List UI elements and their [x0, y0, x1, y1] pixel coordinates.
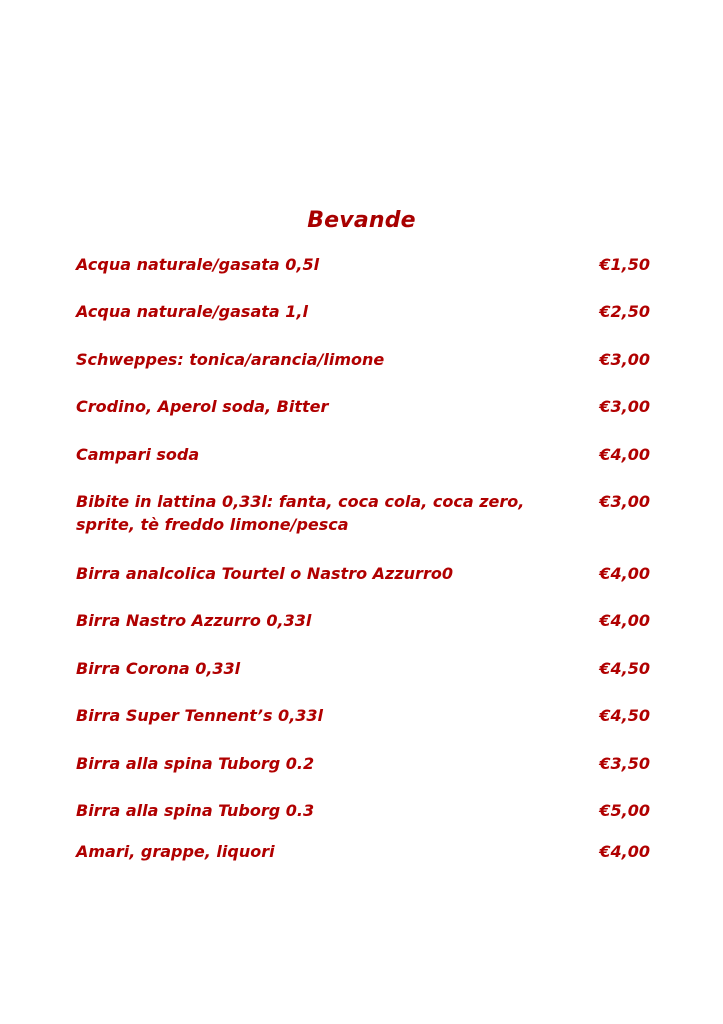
item-price: €3,50 — [599, 754, 650, 773]
menu-item — [76, 395, 650, 418]
menu-item — [76, 657, 650, 680]
item-name: Birra Nastro Azzurro 0,33l — [76, 611, 312, 630]
menu-item — [76, 609, 650, 632]
item-price: €3,00 — [599, 397, 650, 416]
item-price: €1,50 — [599, 255, 650, 274]
menu-item — [76, 799, 650, 822]
item-name: Birra Super Tennent’s 0,33l — [76, 706, 324, 725]
item-name: Birra alla spina Tuborg 0.2 — [76, 754, 315, 773]
item-price: €5,00 — [599, 801, 650, 820]
menu-item — [76, 490, 650, 536]
item-name: Schweppes: tonica/arancia/limone — [76, 350, 385, 369]
item-name: Birra analcolica Tourtel o Nastro Azzurro0 — [76, 564, 453, 583]
menu-item — [76, 300, 650, 323]
item-name: Acqua naturale/gasata 0,5l — [76, 255, 320, 274]
item-price: €3,00 — [599, 492, 650, 511]
item-price: €4,50 — [599, 659, 650, 678]
menu-item — [76, 253, 650, 276]
item-price: €3,00 — [599, 350, 650, 369]
item-price: €4,00 — [599, 611, 650, 630]
item-name: Acqua naturale/gasata 1,l — [76, 302, 308, 321]
item-name: Birra alla spina Tuborg 0.3 — [76, 801, 315, 820]
item-price: €4,00 — [599, 842, 650, 861]
menu-item — [76, 562, 650, 585]
item-price: €4,00 — [599, 564, 650, 583]
menu-item — [76, 704, 650, 727]
item-name: Amari, grappe, liquori — [76, 842, 275, 861]
menu-title: Bevande — [307, 208, 416, 233]
item-name: Crodino, Aperol soda, Bitter — [76, 397, 329, 416]
menu-item — [76, 840, 650, 863]
item-price: €4,00 — [599, 445, 650, 464]
item-name: Bibite in lattina 0,33l: fanta, coca cola, coca zero, sprite, tè freddo limone/pesca — [76, 492, 525, 534]
item-price: €4,50 — [599, 706, 650, 725]
item-name: Birra Corona 0,33l — [76, 659, 241, 678]
item-name: Campari soda — [76, 445, 200, 464]
menu-item — [76, 752, 650, 775]
item-price: €2,50 — [599, 302, 650, 321]
menu-item — [76, 348, 650, 371]
menu-item — [76, 443, 650, 466]
